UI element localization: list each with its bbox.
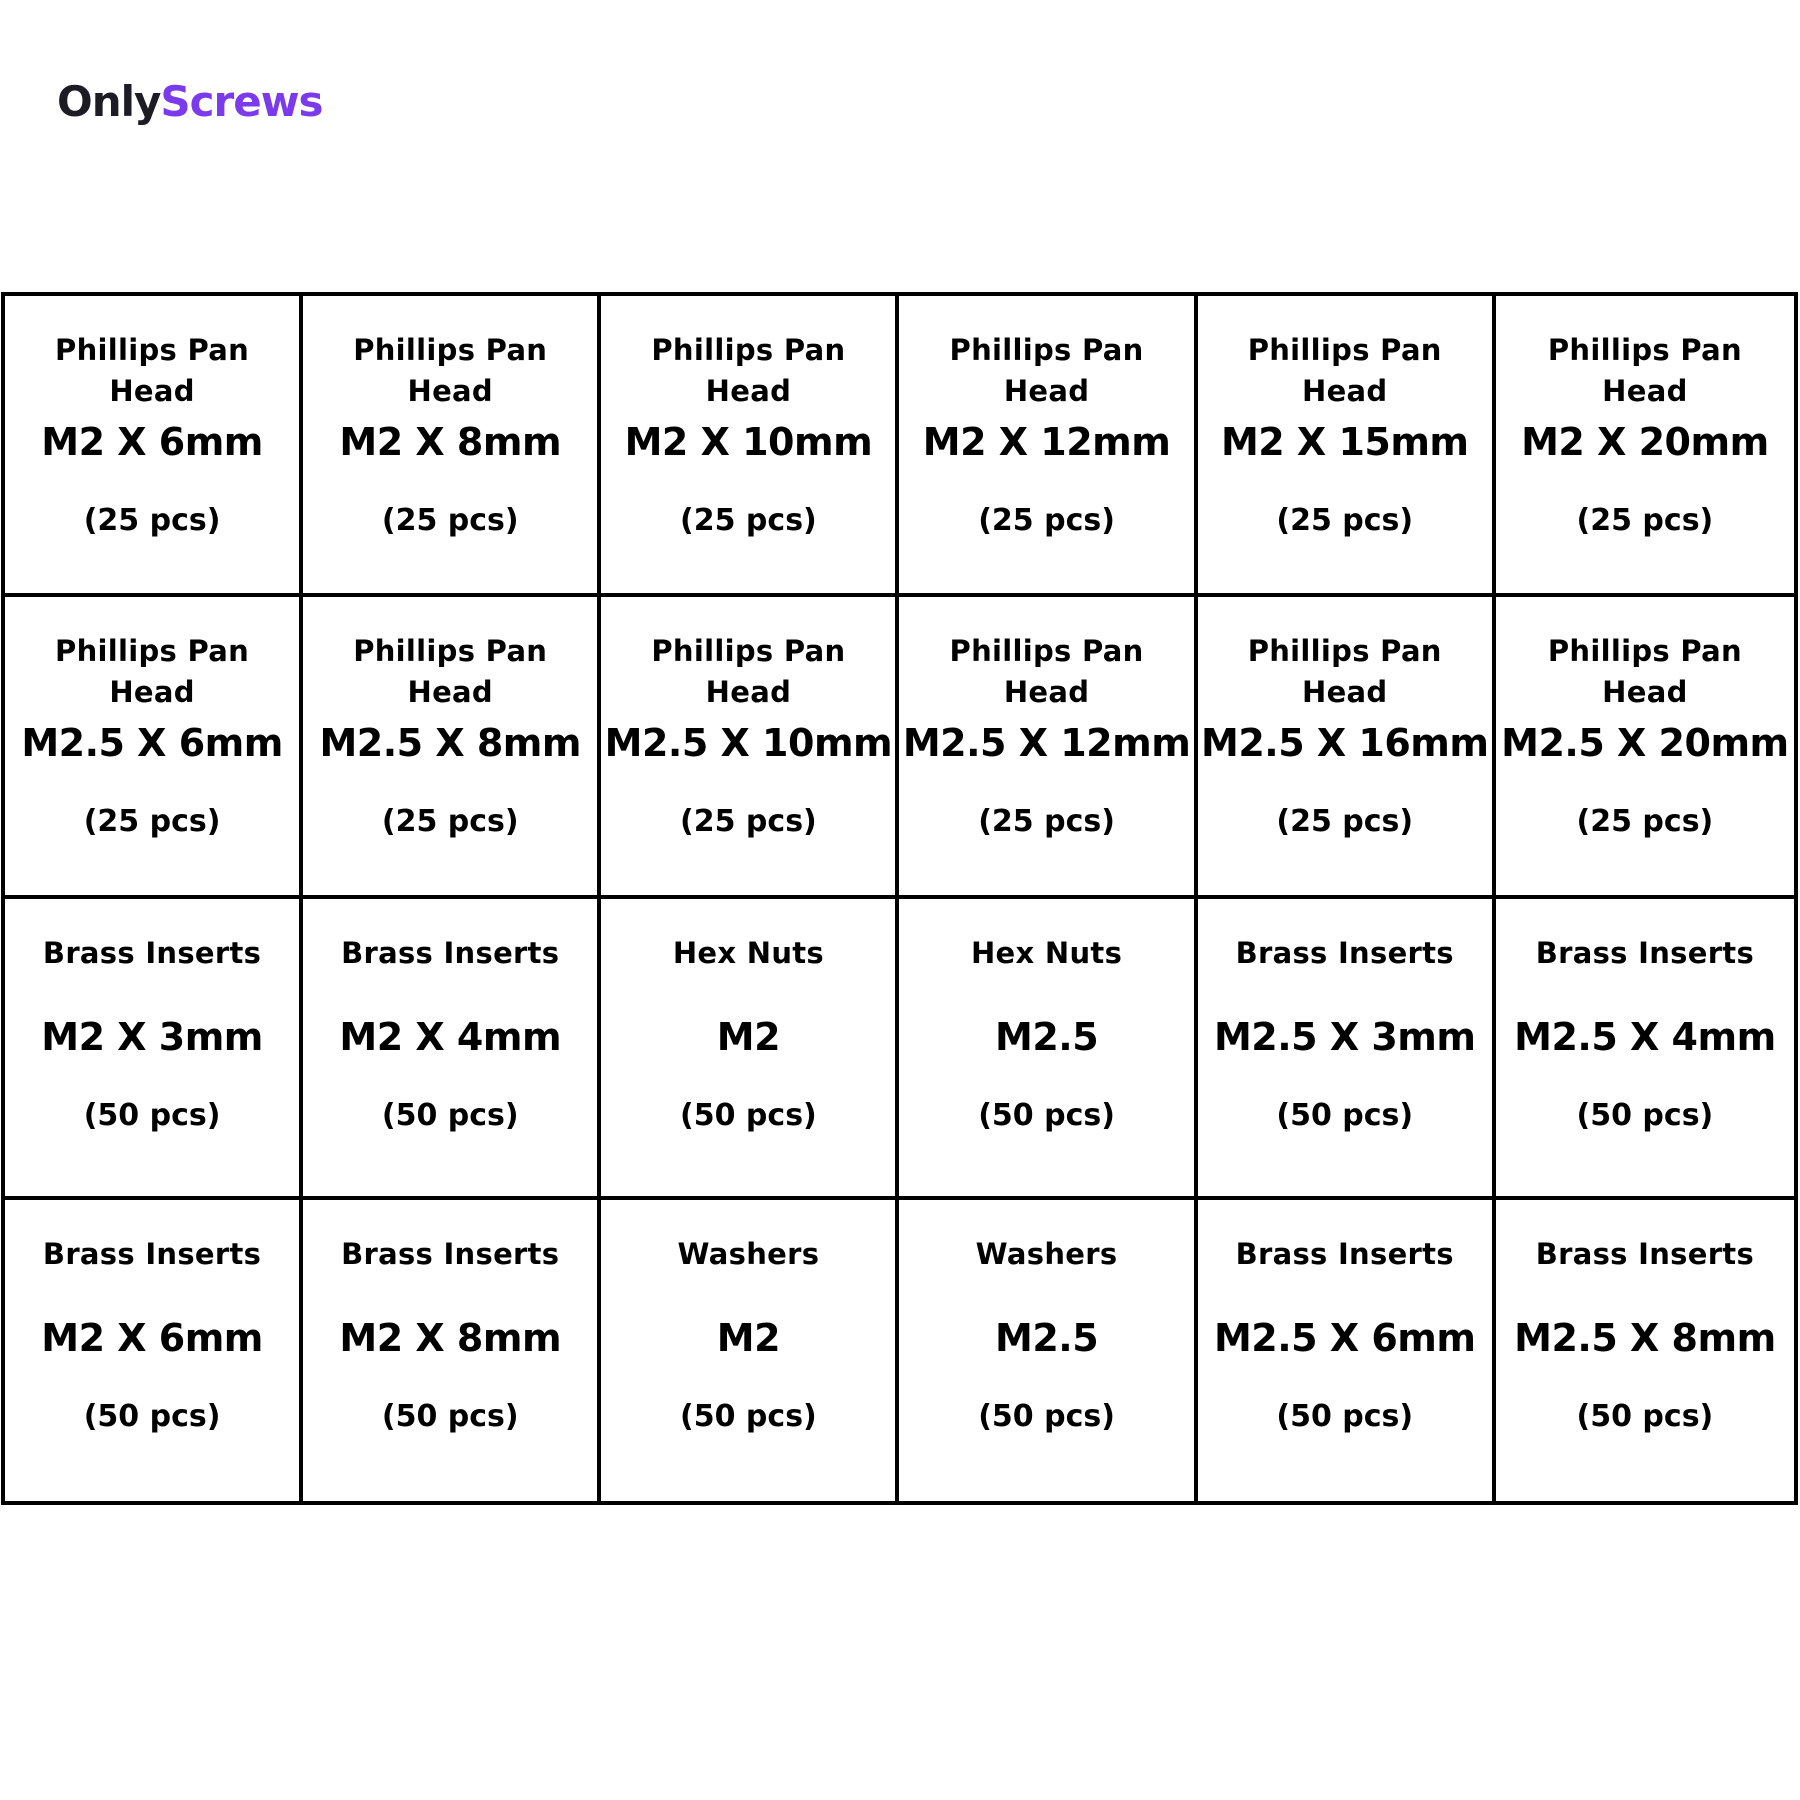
item-quantity: (50 pcs) [978,1398,1115,1434]
item-quantity: (50 pcs) [1276,1398,1414,1434]
item-quantity: (25 pcs) [1576,804,1714,840]
item-size: M2.5 X 4mm [1514,1014,1776,1059]
item-quantity: (25 pcs) [978,804,1115,840]
item-quantity: (50 pcs) [381,1398,519,1434]
item-name: Brass Inserts [341,935,560,970]
item-name: Phillips Pan Head [55,634,250,710]
grid-cell [601,296,899,597]
item-name: Brass Inserts [42,935,262,970]
item-size: M2.5 X 10mm [604,721,893,766]
grid-cell [601,899,899,1200]
brand-name-part-1: Only [57,77,161,126]
item-name: Phillips Pan Head [353,634,548,710]
item-quantity: (50 pcs) [1576,1097,1714,1133]
item-quantity: (25 pcs) [680,503,817,538]
item-name: Phillips Pan Head [1547,333,1742,408]
item-name: Washers [677,1236,820,1271]
item-name: Phillips Pan Head [949,333,1144,408]
item-quantity: (25 pcs) [1576,503,1714,538]
item-quantity: (25 pcs) [1276,503,1414,538]
grid-cell [1198,296,1496,597]
grid-cell [5,899,303,1200]
grid-cell [1496,296,1794,597]
item-size: M2 X 8mm [339,1315,562,1360]
item-quantity: (50 pcs) [381,1097,519,1133]
item-size: M2 X 8mm [339,420,562,464]
grid-cell [601,1200,899,1501]
item-quantity: (50 pcs) [1276,1097,1414,1133]
item-size: M2.5 X 3mm [1213,1014,1476,1059]
item-size: M2 [716,1315,781,1360]
grid-cell [303,899,601,1200]
grid-cell [1496,899,1794,1200]
item-quantity: (50 pcs) [83,1398,221,1434]
brand-logo [57,74,323,130]
item-name: Brass Inserts [1235,935,1454,970]
item-quantity: (50 pcs) [83,1097,221,1133]
item-size: M2 X 12mm [922,420,1171,464]
grid-cell [1198,899,1496,1200]
grid-cell [899,1200,1197,1501]
grid-cell [1496,1200,1794,1501]
item-name: Phillips Pan Head [651,634,846,710]
item-name: Phillips Pan Head [1247,634,1442,710]
grid-cell [5,296,303,597]
item-size: M2 X 3mm [41,1014,263,1059]
item-name: Hex Nuts [970,935,1123,970]
item-name: Hex Nuts [672,935,824,970]
item-name: Brass Inserts [42,1236,262,1271]
grid-cell [303,1200,601,1501]
item-size: M2.5 [995,1014,1099,1059]
grid-cell [899,597,1197,898]
grid-cell [601,597,899,898]
item-size: M2.5 X 6mm [1213,1315,1476,1360]
item-name: Brass Inserts [1535,935,1755,970]
item-size: M2.5 X 20mm [1501,721,1789,766]
item-quantity: (25 pcs) [381,503,519,538]
item-quantity: (25 pcs) [83,804,221,840]
brand-name-part-2: Screws [160,77,323,126]
grid-cell [5,597,303,898]
item-quantity: (25 pcs) [680,804,817,840]
item-size: M2.5 [995,1315,1099,1360]
item-name: Phillips Pan Head [353,333,548,408]
item-size: M2.5 X 16mm [1201,721,1489,766]
item-quantity: (25 pcs) [83,503,221,538]
item-size: M2.5 X 8mm [1514,1315,1776,1360]
item-quantity: (50 pcs) [680,1097,817,1133]
item-size: M2 X 6mm [41,1315,263,1360]
grid-cell [899,899,1197,1200]
item-quantity: (50 pcs) [680,1398,817,1434]
item-size: M2.5 X 6mm [21,721,283,766]
item-quantity: (50 pcs) [978,1097,1115,1133]
grid-cell [899,296,1197,597]
item-quantity: (25 pcs) [381,804,519,840]
item-name: Brass Inserts [1235,1236,1454,1271]
item-size: M2.5 X 12mm [902,721,1191,766]
item-size: M2 X 10mm [624,420,873,464]
item-size: M2 X 15mm [1220,420,1469,464]
item-name: Phillips Pan Head [651,333,846,408]
item-name: Phillips Pan Head [55,333,250,408]
grid-cell [303,597,601,898]
item-size: M2.5 X 8mm [319,721,581,766]
item-name: Phillips Pan Head [1547,634,1742,710]
item-size: M2 [716,1014,781,1059]
item-name: Brass Inserts [1535,1236,1755,1271]
item-quantity: (50 pcs) [1576,1398,1714,1434]
item-name: Brass Inserts [341,1236,560,1271]
item-quantity: (25 pcs) [978,503,1115,538]
grid-cell [1198,1200,1496,1501]
item-size: M2 X 20mm [1521,420,1769,464]
grid-cell [1198,597,1496,898]
grid-cell [1496,597,1794,898]
item-name: Phillips Pan Head [949,634,1144,710]
grid-cell [303,296,601,597]
item-name: Phillips Pan Head [1247,333,1442,408]
item-size: M2 X 6mm [41,420,263,464]
product-grid [1,292,1798,1505]
item-quantity: (25 pcs) [1276,804,1414,840]
item-name: Washers [975,1236,1118,1271]
grid-cell [5,1200,303,1501]
item-size: M2 X 4mm [339,1014,562,1059]
